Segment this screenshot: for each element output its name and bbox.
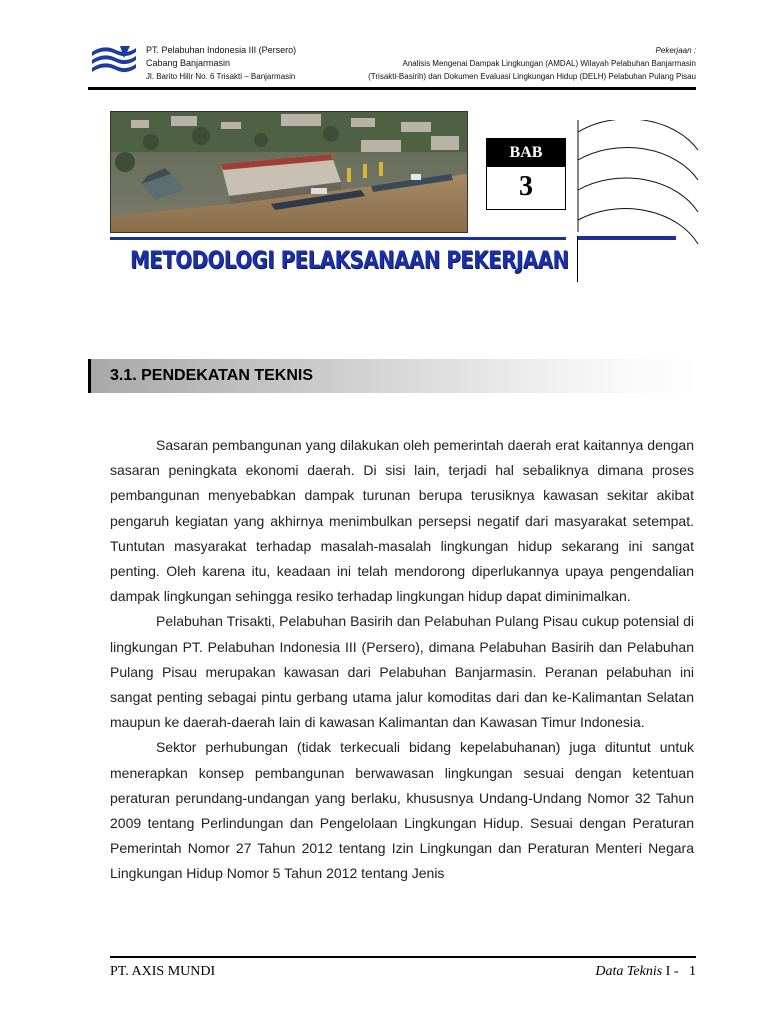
footer-company: PT. AXIS MUNDI bbox=[110, 964, 216, 979]
chapter-label: BAB bbox=[487, 139, 565, 167]
page-number: 1 bbox=[689, 964, 696, 979]
chapter-number: 3 bbox=[519, 171, 533, 202]
footer-chapter: I - bbox=[662, 964, 679, 979]
header-rule bbox=[88, 87, 696, 90]
footer-rule bbox=[110, 956, 696, 958]
org-address: Jl. Barito Hilir No. 6 Trisakti – Banjarmasin bbox=[146, 72, 296, 81]
page-header bbox=[90, 42, 696, 88]
harbor-photo bbox=[110, 111, 468, 233]
chapter-badge bbox=[486, 138, 566, 210]
footer-page-info bbox=[595, 964, 696, 980]
paragraph: Pelabuhan Trisakti, Pelabuhan Basirih dan Pelabuhan Pulang Pisau cukup potensial di lingkungan PT. Pelabuhan Indonesia III (Persero), dimana Pelabuhan Basirih dan Pelabuhan Pulang Pisau merupakan kawasan dari Pelabuhan Banjarmasin. Peranan pelabuhan ini sangat penting sebagai pintu gerbang utama jalur komoditas dari dan ke-Kalimantan Selatan maupun ke daerah-daerah lain di kawasan Kalimantan dan Kawasan Timur Indonesia. bbox=[110, 613, 694, 731]
chapter-title: METODOLOGI PELAKSANAAN PEKERJAAN bbox=[130, 246, 569, 274]
body-text bbox=[110, 433, 694, 887]
chapter-underline-right bbox=[578, 236, 676, 240]
org-branch: Cabang Banjarmasin bbox=[146, 58, 231, 68]
chapter-underline bbox=[110, 237, 566, 240]
chapter-divider bbox=[577, 236, 578, 282]
project-info bbox=[368, 44, 696, 83]
pelindo-logo-icon bbox=[90, 42, 138, 78]
org-name: PT. Pelabuhan Indonesia III (Persero) bbox=[146, 45, 297, 55]
section-title: 3.1. PENDEKATAN TEKNIS bbox=[110, 367, 313, 384]
organization-info bbox=[146, 44, 296, 83]
paragraph: Sektor perhubungan (tidak terkecuali bidang kepelabuhanan) juga dituntut untuk menerapkan konsep pembangunan berwawasan lingkungan sesuai dengan ketentuan peraturan perundang-undangan yang berlaku, khususnya Undang-Undang Nomor 32 Tahun 2009 tentang Perlindungan dan Pengelolaan Lingkungan Hidup. Sesuai dengan Peraturan Pemerintah Nomor 27 Tahun 2012 tentang Izin Lingkungan dan Peraturan Menteri Negara Lingkungan Hidup Nomor 5 Tahun 2012 tentang Jenis bbox=[110, 739, 694, 882]
section-heading-bar bbox=[88, 359, 91, 393]
paragraph: Sasaran pembangunan yang dilakukan oleh pemerintah daerah erat kaitannya dengan sasaran peningkata ekonomi daerah. Di sisi lain, terjadi hal sebaliknya dimana proses pembangunan menyebabkan dampak turunan berupa terusiknya kawasan sekitar akibat pengaruh kegiatan yang akhirnya menimbulkan persepsi negatif dari masyarakat setempat. Tuntutan masyarakat terhadap masalah-masalah lingkungan hidup sekarang ini sangat penting. Oleh karena itu, keadaan ini telah mendorong diperlukannya upaya pengendalian dampak lingkungan sehingga resiko terhadap lingkungan hidup dapat diminimalkan. bbox=[110, 437, 694, 605]
footer-doc-name: Data Teknis bbox=[595, 964, 663, 979]
decorative-arcs bbox=[560, 120, 700, 290]
project-line-1: Analisis Mengenai Dampak Lingkungan (AMDAL) Wilayah Pelabuhan Banjarmasin bbox=[402, 59, 696, 68]
project-line-2: (Trisakti-Basirih) dan Dokumen Evaluasi Lingkungan Hidup (DELH) Pelabuhan Pulang Pisau bbox=[368, 72, 696, 81]
project-label: Pekerjaan : bbox=[655, 46, 696, 55]
section-heading bbox=[88, 359, 698, 393]
